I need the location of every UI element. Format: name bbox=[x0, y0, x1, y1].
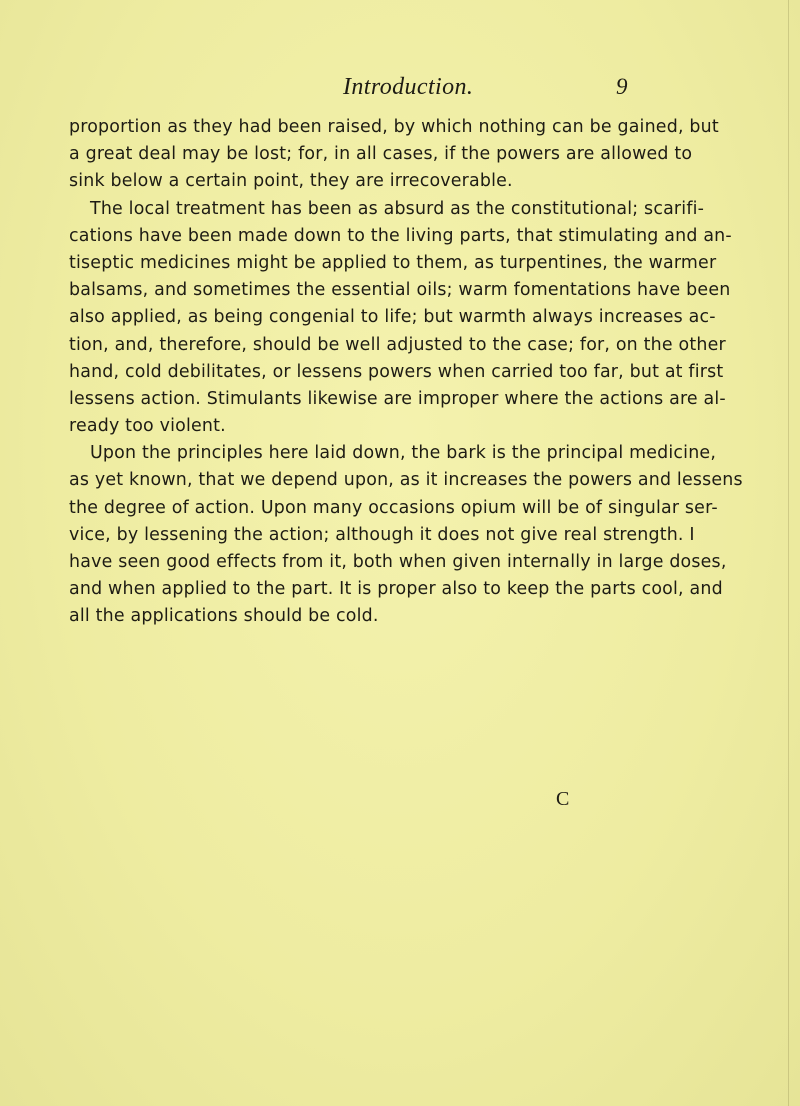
text-line: the degree of action. Upon many occasions opium will be of singular ser- bbox=[69, 497, 718, 518]
text-line: The local treatment has been as absurd as the constitutional; scarifi- bbox=[90, 198, 705, 219]
text-line: sink below a certain point, they are irrecoverable. bbox=[69, 171, 513, 192]
text-line: proportion as they had been raised, by which nothing can be gained, but bbox=[69, 117, 719, 137]
text-line: tion, and, therefore, should be well adjusted to the case; for, on the other bbox=[69, 334, 726, 355]
text-line: ready too violent. bbox=[69, 416, 226, 437]
running-head-title: Introduction. bbox=[343, 74, 474, 100]
text-line: Upon the principles here laid down, the bark is the principal medicine, bbox=[90, 443, 717, 464]
text-line: cations have been made down to the living parts, that stimulating and an- bbox=[69, 225, 732, 246]
signature-mark: C bbox=[556, 788, 571, 810]
text-line: tiseptic medicines might be applied to them, as turpentines, the warmer bbox=[69, 252, 717, 273]
text-line: and when applied to the part. It is proper also to keep the parts cool, and bbox=[69, 579, 723, 600]
page-edge bbox=[788, 0, 789, 1106]
text-line: hand, cold debilitates, or lessens powers when carried too far, but at first bbox=[69, 361, 724, 382]
text-line: lessens action. Stimulants likewise are improper where the actions are al- bbox=[69, 388, 726, 409]
running-head bbox=[0, 66, 800, 106]
body-text bbox=[69, 114, 743, 631]
text-line: also applied, as being congenial to life; but warmth always increases ac- bbox=[69, 307, 716, 328]
text-line: all the applications should be cold. bbox=[69, 606, 379, 627]
page-number: 9 bbox=[616, 74, 628, 99]
text-line: balsams, and sometimes the essential oils; warm fomentations have been bbox=[69, 280, 731, 301]
text-line: as yet known, that we depend upon, as it increases the powers and lessens bbox=[69, 470, 743, 491]
text-line: a great deal may be lost; for, in all cases, if the powers are allowed to bbox=[69, 144, 693, 165]
text-line: vice, by lessening the action; although it does not give real strength. I bbox=[69, 524, 695, 545]
text-line: have seen good effects from it, both when given internally in large doses, bbox=[69, 552, 727, 572]
